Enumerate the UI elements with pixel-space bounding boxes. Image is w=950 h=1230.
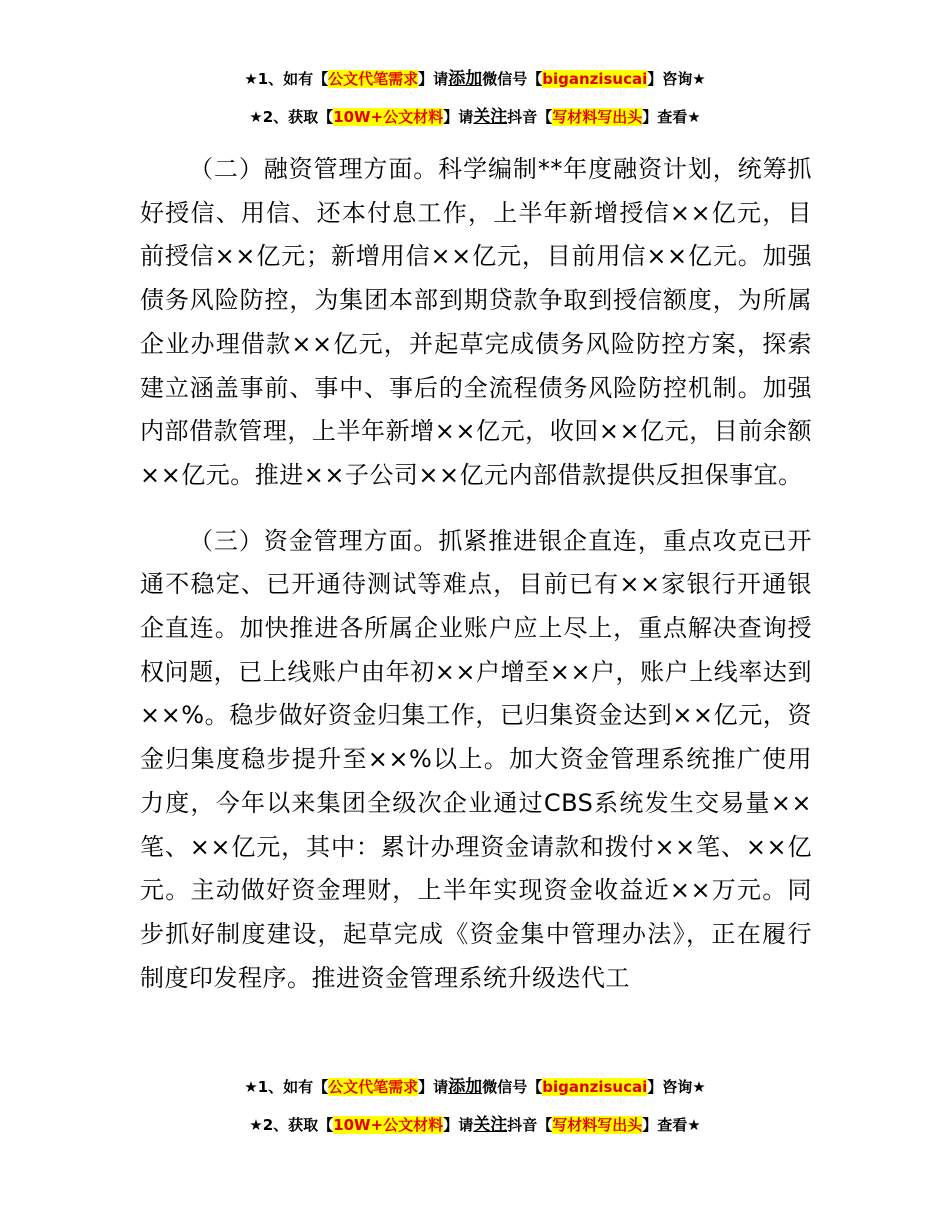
- paragraph-financing-management: （二）融资管理方面。科学编制**年度融资计划，统筹抓好授信、用信、还本付息工作，上半年新增授信××亿元，目前授信××亿元；新增用信××亿元，目前用信××亿元。加强债务风险防控，为集团本部到期贷款争取到授信额度，为所属企业办理借款××亿元，并起草完成债务风险防控方案，探索建立涵盖事前、事中、事后的全流程债务风险防控机制。加强内部借款管理，上半年新增××亿元，收回××亿元，目前余额××亿元。推进××子公司××亿元内部借款提供反担保事宜。: [140, 155, 812, 489]
- banner-prefix: ★2、获取【: [249, 1116, 334, 1134]
- banner-suffix: 】咨询★: [647, 1078, 706, 1096]
- footer-banner-line-2: [0, 1115, 950, 1135]
- header-banner-line-2: [0, 107, 950, 127]
- banner-prefix: ★1、如有【: [244, 70, 329, 88]
- banner-text: 】请: [418, 1078, 449, 1096]
- banner-text: 抖音【: [507, 1116, 553, 1134]
- banner-highlight-douyin: 写材料写出头: [552, 1116, 643, 1134]
- banner-prefix: ★1、如有【: [244, 1078, 329, 1096]
- banner-highlight-service: 公文代笔需求: [328, 1078, 419, 1096]
- banner-emphasis: 添加: [448, 69, 483, 89]
- banner-highlight-wechat-id: biganzisucai: [542, 70, 648, 88]
- banner-suffix: 】查看★: [642, 1116, 701, 1134]
- banner-highlight-service: 公文代笔需求: [328, 70, 419, 88]
- banner-emphasis: 添加: [448, 1077, 483, 1097]
- banner-text: 微信号【: [482, 70, 543, 88]
- paragraph-fund-management: （三）资金管理方面。抓紧推进银企直连，重点攻克已开通不稳定、已开通待测试等难点，目前已有××家银行开通银企直连。加快推进各所属企业账户应上尽上，重点解决查询授权问题，已上线账户由年初××户增至××户，账户上线率达到××%。稳步做好资金归集工作，已归集资金达到××亿元，资金归集度稳步提升至××%以上。加大资金管理系统推广使用力度，今年以来集团全级次企业通过CBS系统发生交易量××笔、××亿元，其中：累计办理资金请款和拨付××笔、××亿元。主动做好资金理财，上半年实现资金收益近××万元。同步抓好制度建设，起草完成《资金集中管理办法》，正在履行制度印发程序。推进资金管理系统升级迭代工: [140, 526, 812, 992]
- banner-highlight-douyin: 写材料写出头: [552, 108, 643, 126]
- banner-suffix: 】咨询★: [647, 70, 706, 88]
- header-banner-line-1: [0, 69, 950, 89]
- document-body: [140, 148, 812, 1000]
- banner-highlight-materials: 10W+公文材料: [333, 108, 444, 126]
- banner-highlight-materials: 10W+公文材料: [333, 1116, 444, 1134]
- banner-highlight-wechat-id: biganzisucai: [542, 1078, 648, 1096]
- banner-text: 微信号【: [482, 1078, 543, 1096]
- banner-text: 抖音【: [507, 108, 553, 126]
- banner-emphasis: 关注: [473, 107, 508, 127]
- banner-text: 】请: [443, 108, 474, 126]
- footer-banner-line-1: [0, 1077, 950, 1097]
- banner-text: 】请: [443, 1116, 474, 1134]
- banner-suffix: 】查看★: [642, 108, 701, 126]
- banner-text: 】请: [418, 70, 449, 88]
- banner-prefix: ★2、获取【: [249, 108, 334, 126]
- banner-emphasis: 关注: [473, 1115, 508, 1135]
